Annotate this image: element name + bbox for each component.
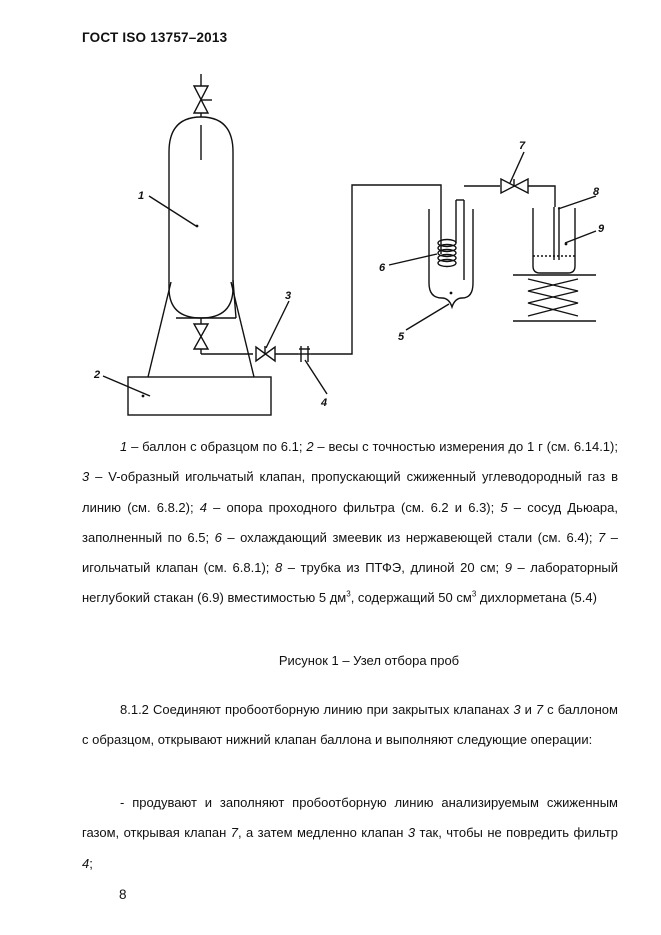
label-1: 1 — [138, 190, 145, 202]
paragraph-8-1-2: 8.1.2 Соединяют пробоотборную линию при закрытых клапанах 3 и 7 с баллоном с образцом, открывают нижний клапан баллона и выполняют следующие операции: — [82, 702, 618, 748]
page-number: 8 — [119, 887, 127, 902]
label-8: 8 — [593, 186, 600, 198]
label-4: 4 — [321, 397, 328, 409]
label-3: 3 — [285, 290, 292, 302]
label-7: 7 — [519, 140, 526, 152]
filter-holder-icon — [298, 346, 311, 362]
bottom-valve-icon — [194, 318, 208, 354]
needle-valve-icon — [501, 179, 528, 193]
label-9: 9 — [598, 223, 605, 235]
label-5: 5 — [398, 331, 405, 343]
paragraph-operation-1: - продувают и заполняют пробоотборную линию анализируемым сжиженным газом, открывая клапан 7, а затем медленно клапан 3 так, чтобы не повредить фильтр 4; — [82, 795, 619, 871]
label-6: 6 — [379, 262, 386, 274]
figure-legend: 1 – баллон с образцом по 6.1; 2 – весы с точностью измерения до 1 г (см. 6.14.1); 3 – V-образный игольчатый клапан, пропускающий сжиженный углеводородный газ в линию (см. 6.8.2); 4 – опора проходного фильтра (см. 6.2 и 6.3); 5 – сосуд Дьюара, заполненный по 6.5; 6 – охлаждающий змеевик из нержавеющей стали (см. 6.4); 7 – игольчатый клапан (см. 6.8.1); 8 – трубка из ПТФЭ, длиной 20 см; 9 – лабораторный неглубокий стакан (6.9) вместимостью 5 $дм^3$, содержащий 50 $см^3$ дихлорметана (5.4) — [82, 439, 619, 606]
label-2: 2 — [94, 369, 101, 381]
lab-jack — [513, 275, 596, 321]
document-header: ГОСТ ISO 13757–2013 — [82, 30, 228, 45]
v-needle-valve-icon — [256, 346, 275, 361]
figure-caption: Рисунок 1 – Узел отбора проб — [278, 653, 460, 668]
top-valve-icon — [194, 74, 212, 122]
